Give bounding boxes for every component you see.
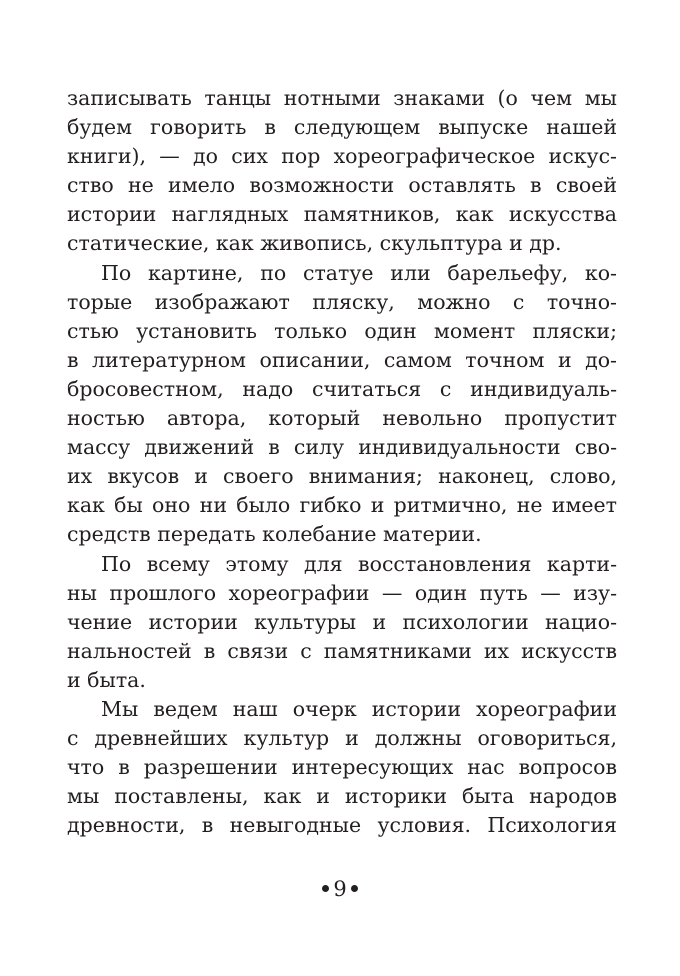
text-line: будем говорить в следующем выпуске нашей [67, 115, 617, 140]
page-number-dot-left [322, 885, 329, 892]
text-line: записывать танцы нотными знаками (о чем мы [67, 86, 617, 110]
text-line: древности, в невыгодные условия. Психология [67, 813, 617, 838]
text-line: стью установить только один момент пляски; [67, 318, 617, 343]
text-line: книги), — до сих пор хореографическое искус- [67, 144, 617, 169]
text-line: ство не имело возможности оставлять в своей [67, 173, 617, 198]
page-number-value: 9 [333, 877, 347, 901]
text-line: средств передать колебание материи. [67, 522, 482, 547]
text-line: ны прошлого хореографии — один путь — изу- [67, 580, 617, 605]
text-line: истории наглядных памятников, как искусства [67, 202, 617, 227]
text-line: и быта. [67, 667, 146, 692]
text-line: мы поставлены, как и историки быта народов [67, 784, 617, 809]
text-line: торые изображают пляску, можно с точно- [67, 289, 617, 314]
text-line: с древнейших культур и должны оговориться, [67, 726, 617, 751]
page-body-text [67, 84, 617, 840]
text-line: в литературном описании, самом точном и до- [67, 347, 617, 372]
text-line: как бы оно ни было гибко и ритмично, не имеет [67, 493, 617, 518]
page-number [0, 876, 680, 902]
text-line: ностью автора, который невольно пропустит [67, 406, 617, 431]
text-line: бросовестном, надо считаться с индивидуаль- [67, 376, 617, 401]
paragraph-first-line: По картине, по статуе или барельефу, ко- [101, 260, 617, 285]
paragraph-first-line: Мы ведем наш очерк истории хореографии [101, 696, 617, 721]
paragraph-first-line: По всему этому для восстановления карти- [101, 551, 617, 576]
text-line: их вкусов и своего внимания; наконец, слово, [67, 464, 617, 489]
text-line: что в разрешении интересующих нас вопросов [67, 755, 617, 780]
text-line: статические, как живопись, скульптура и др. [67, 231, 562, 256]
text-line: чение истории культуры и психологии нацио- [67, 609, 617, 634]
text-line: массу движений в силу индивидуальности сво- [67, 435, 617, 460]
text-line: нальностей в связи с памятниками их искусств [67, 638, 617, 663]
page-number-dot-right [351, 885, 358, 892]
